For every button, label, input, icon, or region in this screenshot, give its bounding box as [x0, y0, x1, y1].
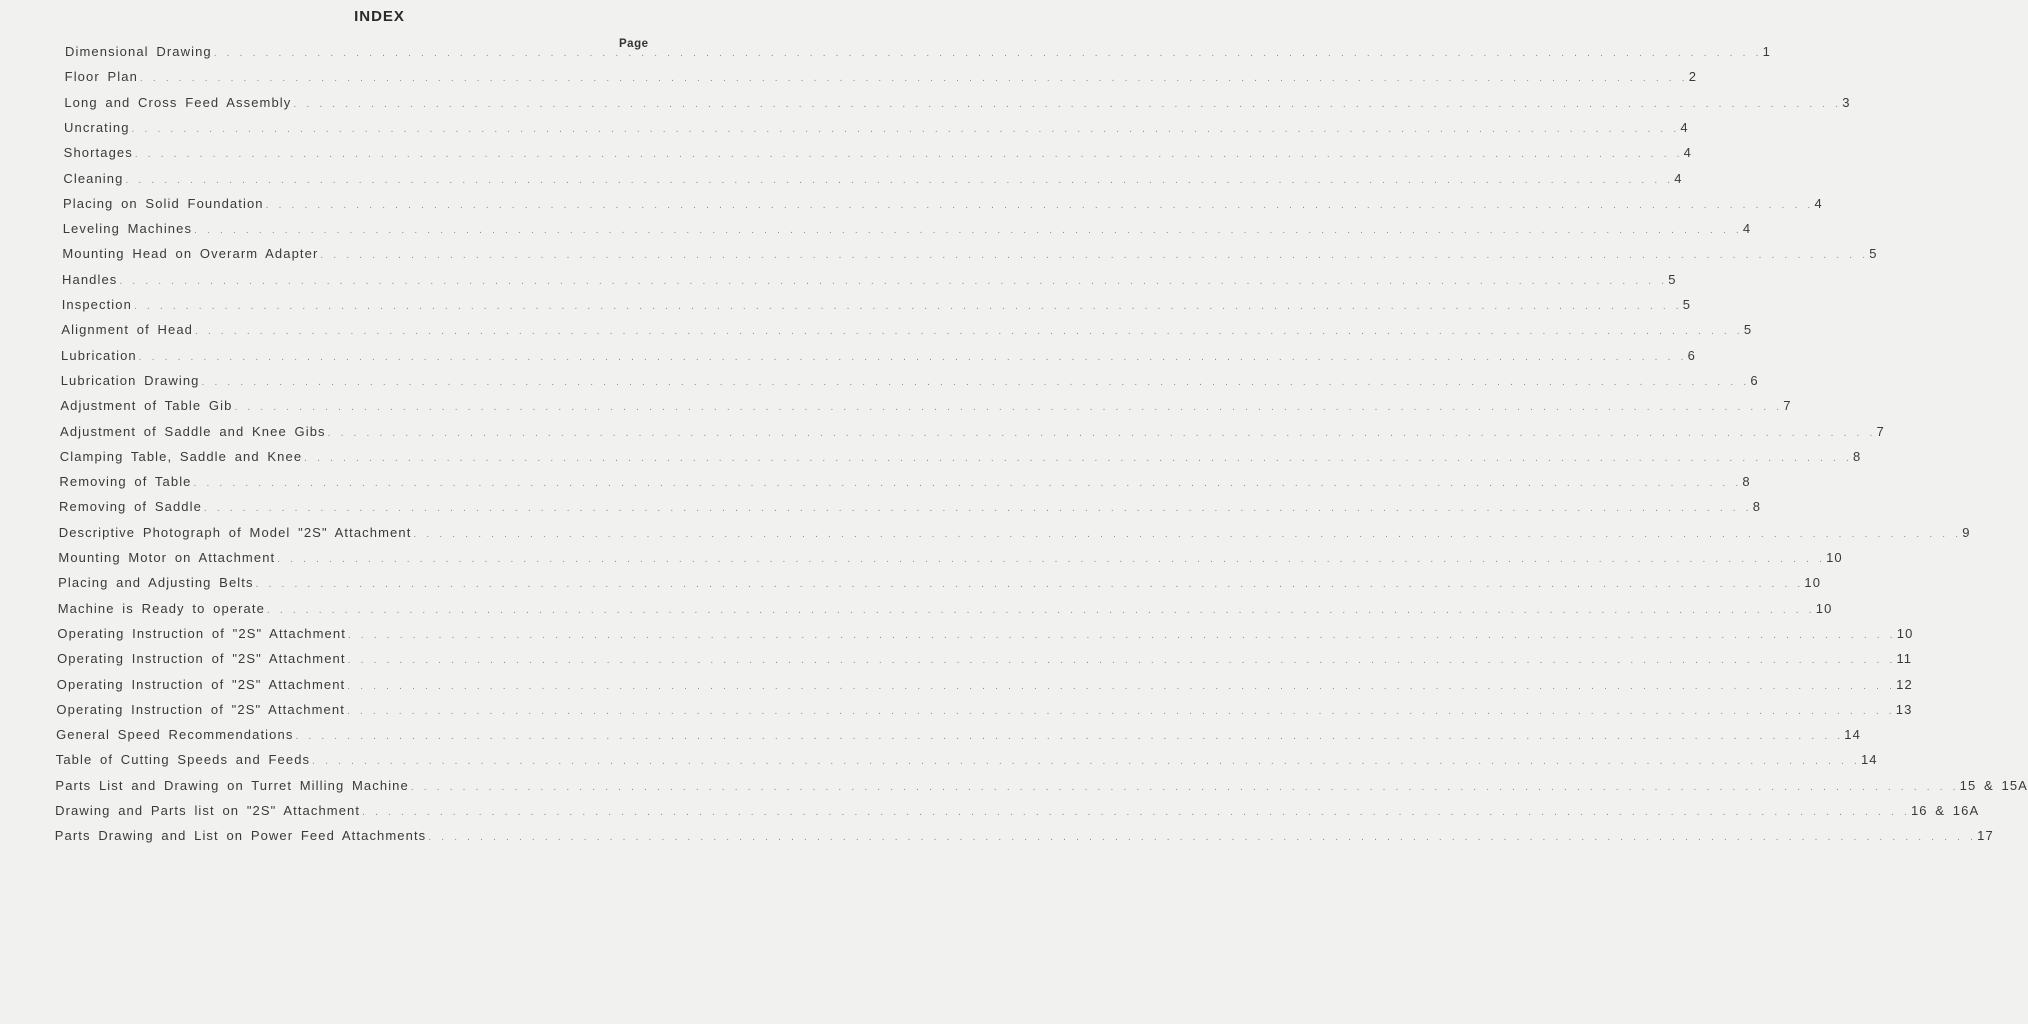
index-entry — [62, 271, 1677, 292]
index-entry — [61, 347, 1696, 368]
index-entry — [60, 372, 1759, 393]
index-entry — [65, 44, 1771, 64]
entry-title: Parts List and Drawing on Turret Milling Machine — [55, 777, 409, 793]
entry-page-number: 17 — [1977, 828, 1994, 844]
index-entry — [56, 701, 1913, 722]
entry-page-number: 6 — [1687, 347, 1696, 363]
index-entry — [59, 448, 1862, 469]
entry-title: Leveling Machines — [62, 221, 193, 237]
dot-leader: . . . . . . . . . . . . . . . . . . . . . . . . . . . . . . . . . . . . . . . . . . . . . . . . . . . . . . . . . . . . . . . . . . . . . . . . . . . . . . . . . . . . . . . . . . . . . . . . . . . . . . . . . . . . . . . . . . . . . . . . — [347, 655, 1895, 667]
entry-page-number: 4 — [1674, 170, 1683, 186]
dot-leader: . . . . . . . . . . . . . . . . . . . . . . . . . . . . . . . . . . . . . . . . . . . . . . . . . . . . . . . . . . . . . . . . . . . . . . . . . . . . . . . . . . . . . . . . . . . . . . . . . . . . . . . . . . . . . . . . . . . . . . . . — [139, 73, 1687, 85]
index-entry — [57, 651, 1913, 671]
dot-leader: . . . . . . . . . . . . . . . . . . . . . . . . . . . . . . . . . . . . . . . . . . . . . . . . . . . . . . . . . . . . . . . . . . . . . . . . . . . . . . . . . . . . . . . . . . . . . . . . . . . . . . . . . . . . . . . . . . . . . . . . — [134, 149, 1682, 161]
page-title: INDEX — [354, 8, 405, 25]
entry-title: Inspection — [61, 297, 132, 312]
entry-title: Descriptive Photograph of Model "2S" Attachment — [58, 524, 412, 540]
index-entry — [56, 676, 1913, 697]
index-entry — [63, 195, 1823, 216]
dot-leader: . . . . . . . . . . . . . . . . . . . . . . . . . . . . . . . . . . . . . . . . . . . . . . . . . . . . . . . . . . . . . . . . . . . . . . . . . . . . . . . . . . . . . . . . . . . . . . . . . . . . . . . . . . . . . . . . . . . . . . . . — [428, 832, 1976, 844]
dot-leader: . . . . . . . . . . . . . . . . . . . . . . . . . . . . . . . . . . . . . . . . . . . . . . . . . . . . . . . . . . . . . . . . . . . . . . . . . . . . . . . . . . . . . . . . . . . . . . . . . . . . . . . . . . . . . . . . . . . . . . . . — [312, 756, 1859, 768]
entry-page-number: 11 — [1896, 651, 1913, 667]
entry-page-number: 14 — [1860, 752, 1878, 768]
index-entry — [64, 94, 1851, 115]
dot-leader: . . . . . . . . . . . . . . . . . . . . . . . . . . . . . . . . . . . . . . . . . . . . . . . . . . . . . . . . . . . . . . . . . . . . . . . . . . . . . . . . . . . . . . . . . . . . . . . . . . . . . . . . . . . . . . . . . . . . . . . . — [410, 781, 1958, 793]
index-entry — [60, 423, 1885, 444]
dot-leader: . . . . . . . . . . . . . . . . . . . . . . . . . . . . . . . . . . . . . . . . . . . . . . . . . . . . . . . . . . . . . . . . . . . . . . . . . . . . . . . . . . . . . . . . . . . . . . . . . . . . . . . . . . . . . . . . . . . . . . . . — [304, 452, 1851, 464]
index-entry — [61, 297, 1692, 317]
dot-leader: . . . . . . . . . . . . . . . . . . . . . . . . . . . . . . . . . . . . . . . . . . . . . . . . . . . . . . . . . . . . . . . . . . . . . . . . . . . . . . . . . . . . . . . . . . . . . . . . . . . . . . . . . . . . . . . . . . . . . . . . — [265, 199, 1813, 211]
entry-title: Adjustment of Table Gib — [60, 398, 233, 414]
index-entry — [62, 246, 1878, 266]
index-entry — [59, 499, 1762, 519]
entry-page-number: 4 — [1680, 119, 1689, 135]
dot-leader: . . . . . . . . . . . . . . . . . . . . . . . . . . . . . . . . . . . . . . . . . . . . . . . . . . . . . . . . . . . . . . . . . . . . . . . . . . . . . . . . . . . . . . . . . . . . . . . . . . . . . . . . . . . . . . . . . . . . . . . . — [255, 579, 1803, 591]
entry-title: Shortages — [63, 145, 133, 161]
entry-title: Alignment of Head — [61, 322, 194, 338]
index-entry — [64, 119, 1689, 140]
index-entry — [57, 600, 1833, 621]
index-entry — [61, 322, 1753, 342]
entry-title: Placing and Adjusting Belts — [58, 575, 254, 591]
index-entry — [63, 170, 1683, 191]
entry-page-number: 13 — [1895, 701, 1913, 717]
index-entry — [57, 625, 1914, 646]
entry-title: Long and Cross Feed Assembly — [64, 94, 292, 110]
entry-title: Lubrication — [61, 347, 137, 363]
entry-title: Drawing and Parts list on "2S" Attachment — [55, 803, 361, 818]
dot-leader: . . . . . . . . . . . . . . . . . . . . . . . . . . . . . . . . . . . . . . . . . . . . . . . . . . . . . . . . . . . . . . . . . . . . . . . . . . . . . . . . . . . . . . . . . . . . . . . . . . . . . . . . . . . . . . . . . . . . . . . . — [193, 478, 1741, 490]
index-entry — [64, 69, 1698, 89]
dot-leader: . . . . . . . . . . . . . . . . . . . . . . . . . . . . . . . . . . . . . . . . . . . . . . . . . . . . . . . . . . . . . . . . . . . . . . . . . . . . . . . . . . . . . . . . . . . . . . . . . . . . . . . . . . . . . . . . . . . . . . . . — [138, 351, 1686, 363]
entry-page-number: 5 — [1682, 297, 1692, 312]
index-entry — [54, 828, 1994, 848]
entry-page-number: 5 — [1743, 322, 1753, 338]
entry-title: Handles — [62, 271, 118, 287]
entry-page-number: 7 — [1783, 398, 1792, 414]
index-entry — [58, 575, 1822, 595]
entry-page-number: 15 & 15A — [1959, 777, 2028, 793]
entry-page-number: 7 — [1876, 423, 1885, 439]
index-entry — [58, 550, 1843, 570]
entry-title: Parts Drawing and List on Power Feed Attachments — [54, 828, 427, 844]
entry-page-number: 4 — [1742, 221, 1752, 237]
dot-leader: . . . . . . . . . . . . . . . . . . . . . . . . . . . . . . . . . . . . . . . . . . . . . . . . . . . . . . . . . . . . . . . . . . . . . . . . . . . . . . . . . . . . . . . . . . . . . . . . . . . . . . . . . . . . . . . . . . . . . . . . — [133, 301, 1681, 312]
entry-title: Operating Instruction of "2S" Attachment — [56, 676, 346, 692]
entry-title: General Speed Recommendations — [56, 727, 294, 743]
index-entry — [55, 752, 1878, 772]
dot-leader: . . . . . . . . . . . . . . . . . . . . . . . . . . . . . . . . . . . . . . . . . . . . . . . . . . . . . . . . . . . . . . . . . . . . . . . . . . . . . . . . . . . . . . . . . . . . . . . . . . . . . . . . . . . . . . . . . . . . . . . . — [293, 98, 1841, 110]
dot-leader: . . . . . . . . . . . . . . . . . . . . . . . . . . . . . . . . . . . . . . . . . . . . . . . . . . . . . . . . . . . . . . . . . . . . . . . . . . . . . . . . . . . . . . . . . . . . . . . . . . . . . . . . . . . . . . . . . . . . . . . . — [266, 604, 1814, 616]
entry-page-number: 16 & 16A — [1910, 803, 1980, 818]
entry-page-number: 9 — [1962, 524, 1971, 540]
dot-leader: . . . . . . . . . . . . . . . . . . . . . . . . . . . . . . . . . . . . . . . . . . . . . . . . . . . . . . . . . . . . . . . . . . . . . . . . . . . . . . . . . . . . . . . . . . . . . . . . . . . . . . . . . . . . . . . . . . . . . . . . — [346, 705, 1894, 717]
entry-title: Cleaning — [63, 170, 124, 186]
dot-leader: . . . . . . . . . . . . . . . . . . . . . . . . . . . . . . . . . . . . . . . . . . . . . . . . . . . . . . . . . . . . . . . . . . . . . . . . . . . . . . . . . . . . . . . . . . . . . . . . . . . . . . . . . . . . . . . . . . . . . . . . — [203, 503, 1751, 515]
entry-title: Adjustment of Saddle and Knee Gibs — [60, 423, 326, 439]
dot-leader: . . . . . . . . . . . . . . . . . . . . . . . . . . . . . . . . . . . . . . . . . . . . . . . . . . . . . . . . . . . . . . . . . . . . . . . . . . . . . . . . . . . . . . . . . . . . . . . . . . . . . . . . . . . . . . . . . . . . . . . . — [201, 376, 1749, 388]
dot-leader: . . . . . . . . . . . . . . . . . . . . . . . . . . . . . . . . . . . . . . . . . . . . . . . . . . . . . . . . . . . . . . . . . . . . . . . . . . . . . . . . . . . . . . . . . . . . . . . . . . . . . . . . . . . . . . . . . . . . . . . . — [194, 225, 1741, 237]
index-entry — [55, 777, 2028, 798]
entry-page-number: 4 — [1683, 145, 1693, 161]
entry-page-number: 5 — [1668, 271, 1677, 287]
entry-page-number: 12 — [1896, 676, 1913, 692]
index-entry — [63, 145, 1693, 165]
entry-title: Operating Instruction of "2S" Attachment — [57, 651, 346, 667]
index-entry — [59, 474, 1751, 494]
entry-title: Floor Plan — [64, 69, 138, 85]
dot-leader: . . . . . . . . . . . . . . . . . . . . . . . . . . . . . . . . . . . . . . . . . . . . . . . . . . . . . . . . . . . . . . . . . . . . . . . . . . . . . . . . . . . . . . . . . . . . . . . . . . . . . . . . . . . . . . . . . . . . . . . . — [277, 554, 1825, 565]
entry-title: Uncrating — [64, 119, 130, 135]
page-column-header: Page — [619, 38, 649, 50]
entry-page-number: 10 — [1815, 600, 1833, 616]
entry-title: Placing on Solid Foundation — [63, 195, 264, 211]
entry-page-number: 5 — [1869, 246, 1878, 262]
dot-leader: . . . . . . . . . . . . . . . . . . . . . . . . . . . . . . . . . . . . . . . . . . . . . . . . . . . . . . . . . . . . . . . . . . . . . . . . . . . . . . . . . . . . . . . . . . . . . . . . . . . . . . . . . . . . . . . . . . . . . . . . — [320, 250, 1868, 262]
dot-leader: . . . . . . . . . . . . . . . . . . . . . . . . . . . . . . . . . . . . . . . . . . . . . . . . . . . . . . . . . . . . . . . . . . . . . . . . . . . . . . . . . . . . . . . . . . . . . . . . . . . . . . . . . . . . . . . . . . . . . . . . — [195, 326, 1742, 338]
entry-page-number: 4 — [1814, 195, 1823, 211]
index-entry — [62, 221, 1752, 241]
entry-title: Table of Cutting Speeds and Feeds — [55, 752, 311, 768]
entry-page-number: 1 — [1762, 44, 1771, 59]
entry-page-number: 3 — [1842, 94, 1851, 110]
index-entry — [55, 803, 1980, 823]
entry-title: Mounting Head on Overarm Adapter — [62, 246, 319, 262]
dot-leader: . . . . . . . . . . . . . . . . . . . . . . . . . . . . . . . . . . . . . . . . . . . . . . . . . . . . . . . . . . . . . . . . . . . . . . . . . . . . . . . . . . . . . . . . . . . . . . . . . . . . . . . . . . . . . . . . . . . . . . . . — [362, 807, 1909, 818]
entry-page-number: 10 — [1804, 575, 1822, 591]
dot-leader: . . . . . . . . . . . . . . . . . . . . . . . . . . . . . . . . . . . . . . . . . . . . . . . . . . . . . . . . . . . . . . . . . . . . . . . . . . . . . . . . . . . . . . . . . . . . . . . . . . . . . . . . . . . . . . . . . . . . . . . . — [234, 402, 1782, 414]
dot-leader: . . . . . . . . . . . . . . . . . . . . . . . . . . . . . . . . . . . . . . . . . . . . . . . . . . . . . . . . . . . . . . . . . . . . . . . . . . . . . . . . . . . . . . . . . . . . . . . . . . . . . . . . . . . . . . . . . . . . . . . . — [125, 174, 1673, 186]
entry-page-number: 8 — [1742, 474, 1751, 490]
entry-title: Dimensional Drawing — [65, 44, 212, 59]
dot-leader: . . . . . . . . . . . . . . . . . . . . . . . . . . . . . . . . . . . . . . . . . . . . . . . . . . . . . . . . . . . . . . . . . . . . . . . . . . . . . . . . . . . . . . . . . . . . . . . . . . . . . . . . . . . . . . . . . . . . . . . . — [295, 731, 1843, 743]
dot-leader: . . . . . . . . . . . . . . . . . . . . . . . . . . . . . . . . . . . . . . . . . . . . . . . . . . . . . . . . . . . . . . . . . . . . . . . . . . . . . . . . . . . . . . . . . . . . . . . . . . . . . . . . . . . . . . . . . . . . . . . . — [327, 427, 1875, 439]
entry-page-number: 10 — [1896, 625, 1914, 641]
dot-leader: . . . . . . . . . . . . . . . . . . . . . . . . . . . . . . . . . . . . . . . . . . . . . . . . . . . . . . . . . . . . . . . . . . . . . . . . . . . . . . . . . . . . . . . . . . . . . . . . . . . . . . . . . . . . . . . . . . . . . . . . — [131, 123, 1679, 135]
entry-page-number: 6 — [1750, 372, 1759, 388]
entry-page-number: 10 — [1826, 550, 1843, 565]
index-entry — [58, 524, 1971, 545]
entry-title: Removing of Saddle — [59, 499, 202, 515]
entry-title: Machine is Ready to operate — [57, 600, 265, 616]
entry-title: Clamping Table, Saddle and Knee — [59, 448, 303, 464]
index-entry — [60, 398, 1792, 418]
entry-title: Operating Instruction of "2S" Attachment — [57, 625, 346, 641]
entry-title: Lubrication Drawing — [60, 372, 200, 388]
entry-page-number: 2 — [1688, 69, 1698, 85]
entry-title: Operating Instruction of "2S" Attachment — [56, 701, 345, 717]
dot-leader: . . . . . . . . . . . . . . . . . . . . . . . . . . . . . . . . . . . . . . . . . . . . . . . . . . . . . . . . . . . . . . . . . . . . . . . . . . . . . . . . . . . . . . . . . . . . . . . . . . . . . . . . . . . . . . . . . . . . . . . . — [213, 48, 1761, 59]
entry-title: Mounting Motor on Attachment — [58, 550, 276, 565]
dot-leader: . . . . . . . . . . . . . . . . . . . . . . . . . . . . . . . . . . . . . . . . . . . . . . . . . . . . . . . . . . . . . . . . . . . . . . . . . . . . . . . . . . . . . . . . . . . . . . . . . . . . . . . . . . . . . . . . . . . . . . . . — [347, 680, 1895, 692]
dot-leader: . . . . . . . . . . . . . . . . . . . . . . . . . . . . . . . . . . . . . . . . . . . . . . . . . . . . . . . . . . . . . . . . . . . . . . . . . . . . . . . . . . . . . . . . . . . . . . . . . . . . . . . . . . . . . . . . . . . . . . . . — [413, 528, 1961, 540]
entry-page-number: 8 — [1752, 499, 1762, 515]
entry-page-number: 14 — [1844, 727, 1861, 743]
entry-title: Removing of Table — [59, 474, 192, 490]
entry-page-number: 8 — [1853, 448, 1862, 464]
index-entry — [56, 727, 1861, 747]
dot-leader: . . . . . . . . . . . . . . . . . . . . . . . . . . . . . . . . . . . . . . . . . . . . . . . . . . . . . . . . . . . . . . . . . . . . . . . . . . . . . . . . . . . . . . . . . . . . . . . . . . . . . . . . . . . . . . . . . . . . . . . . — [347, 629, 1895, 641]
dot-leader: . . . . . . . . . . . . . . . . . . . . . . . . . . . . . . . . . . . . . . . . . . . . . . . . . . . . . . . . . . . . . . . . . . . . . . . . . . . . . . . . . . . . . . . . . . . . . . . . . . . . . . . . . . . . . . . . . . . . . . . . — [119, 275, 1667, 287]
